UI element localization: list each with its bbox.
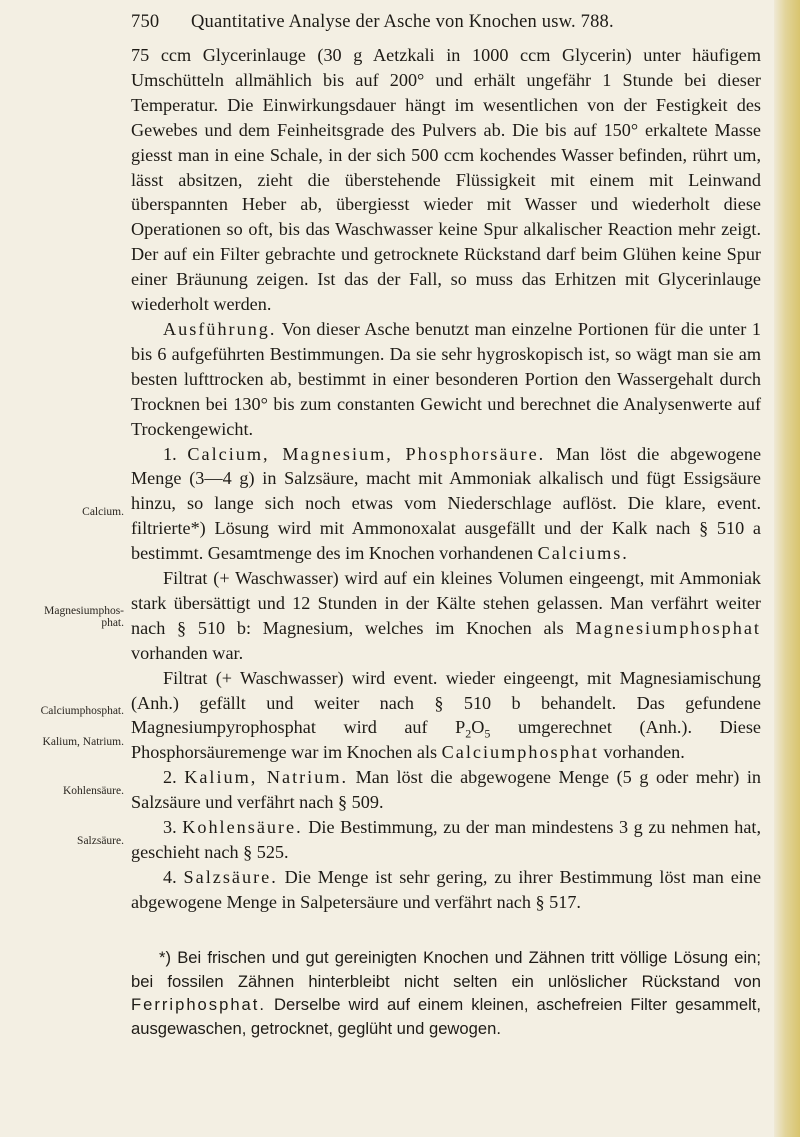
page-number: 750 (131, 12, 160, 32)
paragraph-magnesium: Filtrat (+ Waschwasser) wird auf ein kleines Volumen eingeengt, mit Ammoniak stark übersättigt und 12 Stunden in der Kälte stehen gelassen. Man verfährt weiter nach § 510 b: Magnesium, welches im Knochen als Magnesiumphosphat vorhanden war. (131, 568, 761, 663)
paragraph-salzsaeure: 4. Salzsäure. Die Menge ist sehr gering, zu ihrer Bestimmung löst man eine abgewogene Menge in Salpetersäure und verfährt nach § 517. (131, 866, 762, 912)
main-text (131, 43, 761, 915)
running-title: Quantitative Analyse der Asche von Knochen usw. 788. (191, 12, 614, 32)
section-lead: Kohlensäure. (182, 817, 303, 838)
margin-note-calcium: Calcium. (82, 506, 124, 518)
footnote-mark: *) (159, 948, 171, 967)
footnote: *) Bei frischen und gut gereinigten Knochen und Zähnen tritt völlige Lösung ein; bei fossilen Zähnen hinterbleibt nicht selten ein unlöslicher Rückstand von Ferriphosphat. Derselbe wird auf einem kleinen, aschefreien Filter gesammelt, ausgewaschen, getrocknet, geglüht und gewogen. (131, 948, 761, 1038)
section-lead: Calcium, Magnesium, Phosphorsäure. (187, 443, 546, 464)
margin-note-kalium-natrium: Kalium, Natrium. (42, 736, 124, 748)
running-header (131, 12, 761, 42)
margin-note-kohlensaeure: Kohlensäure. (63, 785, 124, 797)
paragraph-kohlensaeure: 3. Kohlensäure. Die Bestimmung, zu der man mindestens 3 g zu nehmen hat, geschieht nach § 525. (131, 817, 762, 862)
page-edge (774, 0, 800, 1137)
section-lead: Ausführung. (163, 318, 277, 339)
margin-note-magnesiumphosphat: Magnesiumphos- phat. (44, 605, 124, 629)
paragraph-ausfuehrung: Ausführung. Von dieser Asche benutzt man einzelne Portionen für die unter 1 bis 6 aufgeführten Bestimmungen. Da sie sehr hygroskopisch ist, so wägt man sie am besten lufttrocken ab, bestimmt in einer besonderen Portion den Wassergehalt durch Trocknen bei 130° bis zum constanten Gewicht und berechnet die Analysenwerte auf Trockengewicht. (131, 318, 761, 439)
section-lead: Kalium, Natrium. (184, 767, 349, 788)
margin-note-calciumphosphat: Calciumphosphat. (40, 705, 124, 717)
paragraph-kalium-natrium: 2. Kalium, Natrium. Man löst die abgewogene Menge (5 g oder mehr) in Salzsäure und verfährt nach § 509. (131, 767, 761, 813)
paragraph-continued: 75 ccm Glycerinlauge (30 g Aetzkali in 1000 ccm Glycerin) unter häufigem Umschütteln allmählich bis auf 200° und erhält ungefähr 1 Stunde bei dieser Temperatur. Die Einwirkungsdauer hängt im wesentlichen von der Festigkeit des Gewebes und dem Feinheitsgrade des Pulvers ab. Die bis auf 150° erkaltete Masse giesst man in eine Schale, in der sich 500 ccm kochendes Wasser befinden, rührt um, lässt absitzen, zieht die überstehende Flüssigkeit mit einem mit Leinwand überspannten Heber ab, übergiesst wieder mit Wasser und wiederholt diese Operationen so oft, bis das Waschwasser keine Spur alkalischer Reaction mehr zeigt. Der auf ein Filter gebrachte und getrocknete Rückstand darf beim Glühen keine Spur einer Bräunung zeigen. Ist das der Fall, so muss das Erhitzen mit Glycerinlauge wiederholt werden. (131, 45, 761, 315)
section-lead: Salzsäure. (183, 866, 278, 887)
margin-note-salzsaeure: Salzsäure. (77, 835, 124, 847)
paragraph-calcium: 1. Calcium, Magnesium, Phosphorsäure. Man löst die abgewogene Menge (3—4 g) in Salzsäure, macht mit Ammoniak alkalisch und fügt Essigsäure hinzu, so lange sich noch etwas vom Niederschlage auflöst. Die klare, event. filtrierte*) Lösung wird mit Ammonoxalat ausgefällt und der Kalk nach § 510 a bestimmt. Gesamtmenge des im Knochen vorhandenen Calciums. (131, 443, 762, 564)
paragraph-phosphorsaeure: Filtrat (+ Waschwasser) wird event. wieder eingeengt, mit Magnesiamischung (Anh.) gefällt und weiter nach § 510 b behandelt. Das gefundene Magnesiumpyrophosphat wird auf $P_2O_5$ umgerechnet (Anh.). Diese Phosphorsäuremenge war im Knochen als Calciumphosphat vorhanden. (131, 667, 762, 763)
